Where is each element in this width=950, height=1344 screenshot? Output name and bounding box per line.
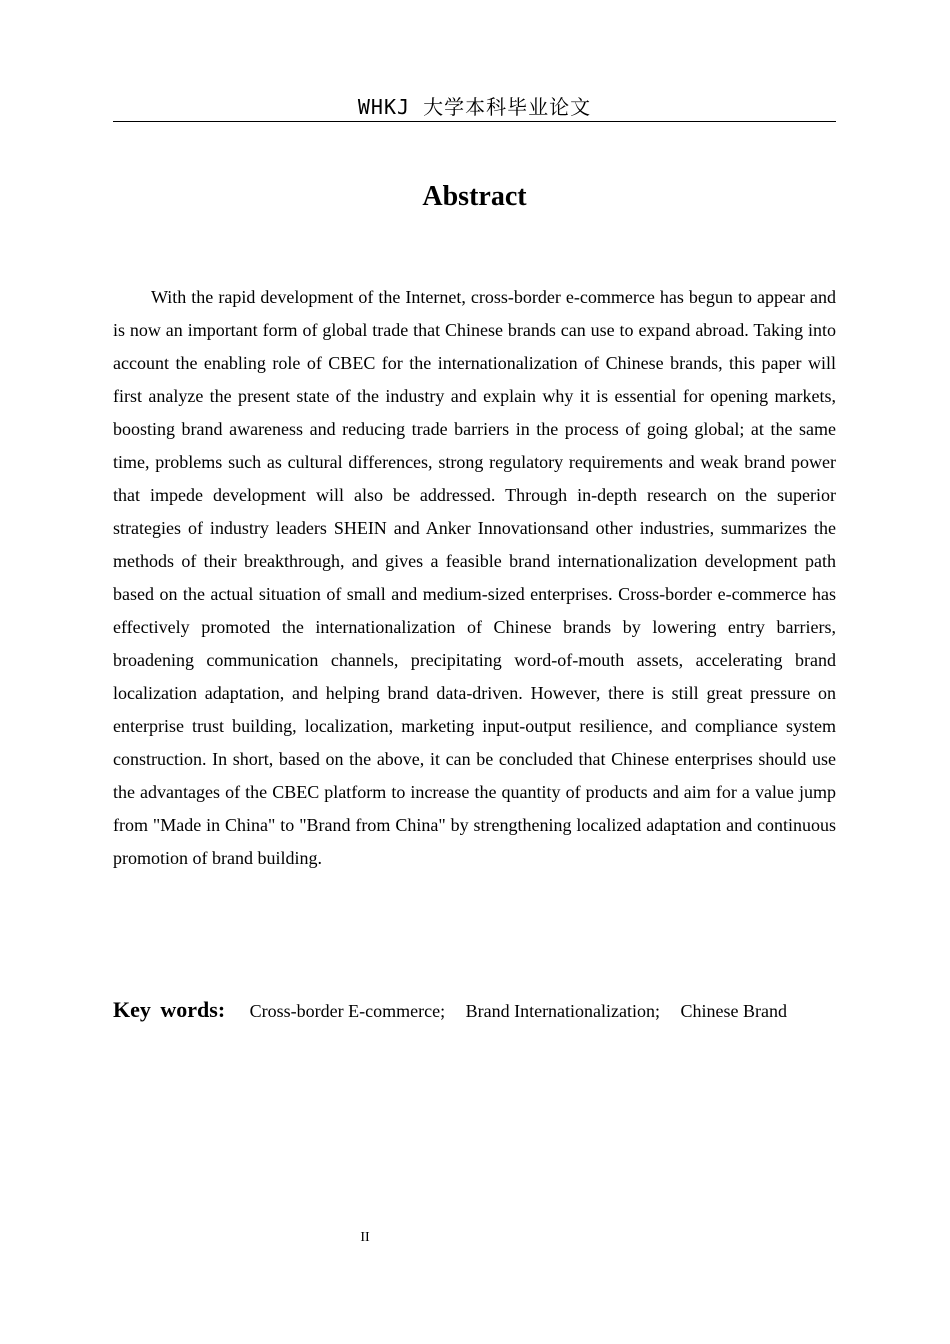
page-title: Abstract <box>422 181 527 212</box>
keywords-line <box>113 994 836 1027</box>
keyword-item: Brand Internationalization; <box>465 1001 661 1021</box>
keyword-item: Chinese Brand <box>680 1001 788 1021</box>
header-rule <box>113 121 836 122</box>
keyword-item: Cross-border E-commerce; <box>249 1001 446 1021</box>
keywords-label: Key words: <box>113 997 226 1022</box>
running-header: WHKJ 大学本科毕业论文 <box>357 95 592 119</box>
page-number: II <box>360 1230 370 1245</box>
abstract-paragraph: With the rapid development of the Internet, cross-border e-commerce has begun to appear and is now an important form of global trade that Chinese brands can use to expand abroad. Taking into account the enabling role of CBEC for the internationalization of Chinese brands, this paper will first analyze the present state of the industry and explain why it is essential for opening markets, boosting brand awareness and reducing trade barriers in the process of going global; at the same time, problems such as cultural differences, strong regulatory requirements and weak brand power that impede development will also be addressed. Through in-depth research on the superior strategies of industry leaders SHEIN and Anker Innovationsand other industries, summarizes the methods of their breakthrough, and gives a feasible brand internationalization development path based on the actual situation of small and medium-sized enterprises. Cross-border e-commerce has effectively promoted the internationalization of Chinese brands by lowering entry barriers, broadening communication channels, precipitating word-of-mouth assets, accelerating brand localization adaptation, and helping brand data-driven. However, there is still great pressure on enterprise trust building, localization, marketing input-output resilience, and compliance system construction. In short, based on the above, it can be concluded that Chinese enterprises should use the advantages of the CBEC platform to increase the quantity of products and aim for a value jump from "Made in China" to "Brand from China" by strengthening localized adaptation and continuous promotion of brand building. <box>113 287 836 868</box>
